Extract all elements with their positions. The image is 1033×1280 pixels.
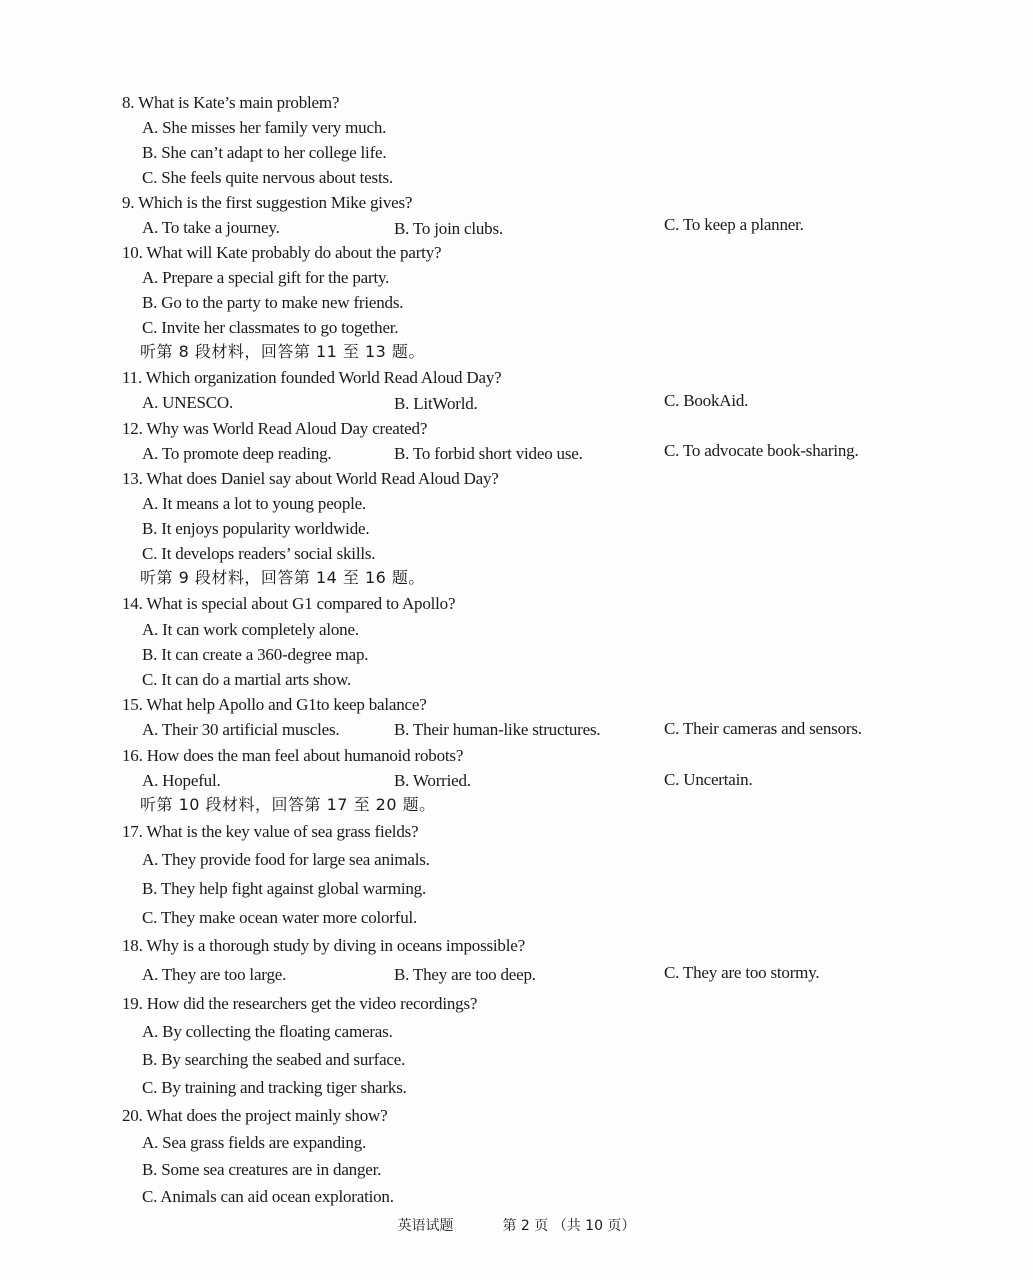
- question-11-option-b: B. LitWorld.: [394, 394, 478, 413]
- question-13-option-b: B. It enjoys popularity worldwide.: [142, 519, 370, 538]
- question-19-stem: 19. How did the researchers get the video recordings?: [122, 994, 478, 1013]
- section-9-instruction: 听第 9 段材料，回答第 14 至 16 题。: [140, 568, 425, 587]
- question-15-stem: 15. What help Apollo and G1to keep balance?: [122, 695, 427, 714]
- question-20-option-b: B. Some sea creatures are in danger.: [142, 1160, 382, 1179]
- page-footer: [0, 1216, 1033, 1236]
- question-14-option-c: C. It can do a martial arts show.: [142, 670, 351, 689]
- question-19-option-a: A. By collecting the floating cameras.: [142, 1022, 393, 1041]
- question-10-stem: 10. What will Kate probably do about the party?: [122, 243, 442, 262]
- question-9-option-a: A. To take a journey.: [142, 218, 280, 237]
- question-8-option-c: C. She feels quite nervous about tests.: [142, 168, 393, 187]
- question-16-option-c: C. Uncertain.: [664, 770, 753, 789]
- question-18-option-b: B. They are too deep.: [394, 965, 536, 984]
- question-17-option-c: C. They make ocean water more colorful.: [142, 908, 418, 927]
- question-20-stem: 20. What does the project mainly show?: [122, 1106, 388, 1125]
- question-14-option-b: B. It can create a 360-degree map.: [142, 645, 369, 664]
- question-19-option-c: C. By training and tracking tiger sharks.: [142, 1078, 407, 1097]
- question-15-option-c: C. Their cameras and sensors.: [664, 719, 862, 738]
- question-12-stem: 12. Why was World Read Aloud Day created?: [122, 419, 428, 438]
- question-10-option-a: A. Prepare a special gift for the party.: [142, 268, 390, 287]
- question-18-option-c: C. They are too stormy.: [664, 963, 820, 982]
- question-12-option-a: A. To promote deep reading.: [142, 444, 332, 463]
- question-13-option-a: A. It means a lot to young people.: [142, 494, 367, 513]
- question-18-option-a: A. They are too large.: [142, 965, 287, 984]
- question-20-option-c: C. Animals can aid ocean exploration.: [142, 1187, 394, 1206]
- question-12-option-b: B. To forbid short video use.: [394, 444, 583, 463]
- question-20-option-a: A. Sea grass fields are expanding.: [142, 1133, 367, 1152]
- question-17-option-b: B. They help fight against global warming.: [142, 879, 427, 898]
- question-9-option-b: B. To join clubs.: [394, 219, 503, 238]
- footer-page-number: 第 2 页 （共 10 页）: [502, 1218, 636, 1234]
- question-12-option-c: C. To advocate book-sharing.: [664, 441, 859, 460]
- question-11-option-c: C. BookAid.: [664, 391, 749, 410]
- question-16-option-b: B. Worried.: [394, 771, 471, 790]
- question-17-option-a: A. They provide food for large sea animals.: [142, 850, 430, 869]
- question-19-option-b: B. By searching the seabed and surface.: [142, 1050, 406, 1069]
- section-10-instruction: 听第 10 段材料，回答第 17 至 20 题。: [140, 795, 436, 814]
- question-13-stem: 13. What does Daniel say about World Read Aloud Day?: [122, 469, 499, 488]
- question-8-stem: 8. What is Kate’s main problem?: [122, 93, 340, 112]
- question-10-option-b: B. Go to the party to make new friends.: [142, 293, 404, 312]
- question-16-stem: 16. How does the man feel about humanoid robots?: [122, 746, 464, 765]
- question-9-stem: 9. Which is the first suggestion Mike gives?: [122, 193, 413, 212]
- question-11-stem: 11. Which organization founded World Read Aloud Day?: [122, 368, 502, 387]
- question-15-option-b: B. Their human-like structures.: [394, 720, 601, 739]
- question-14-option-a: A. It can work completely alone.: [142, 620, 359, 639]
- question-8-option-a: A. She misses her family very much.: [142, 118, 387, 137]
- question-15-option-a: A. Their 30 artificial muscles.: [142, 720, 340, 739]
- question-11-option-a: A. UNESCO.: [142, 393, 234, 412]
- question-9-option-c: C. To keep a planner.: [664, 215, 804, 234]
- section-8-instruction: 听第 8 段材料，回答第 11 至 13 题。: [140, 342, 425, 361]
- question-14-stem: 14. What is special about G1 compared to Apollo?: [122, 594, 456, 613]
- question-8-option-b: B. She can’t adapt to her college life.: [142, 143, 387, 162]
- question-10-option-c: C. Invite her classmates to go together.: [142, 318, 399, 337]
- footer-subject: 英语试题: [397, 1218, 454, 1234]
- question-18-stem: 18. Why is a thorough study by diving in oceans impossible?: [122, 936, 525, 955]
- question-17-stem: 17. What is the key value of sea grass fields?: [122, 822, 419, 841]
- question-16-option-a: A. Hopeful.: [142, 771, 221, 790]
- question-13-option-c: C. It develops readers’ social skills.: [142, 544, 376, 563]
